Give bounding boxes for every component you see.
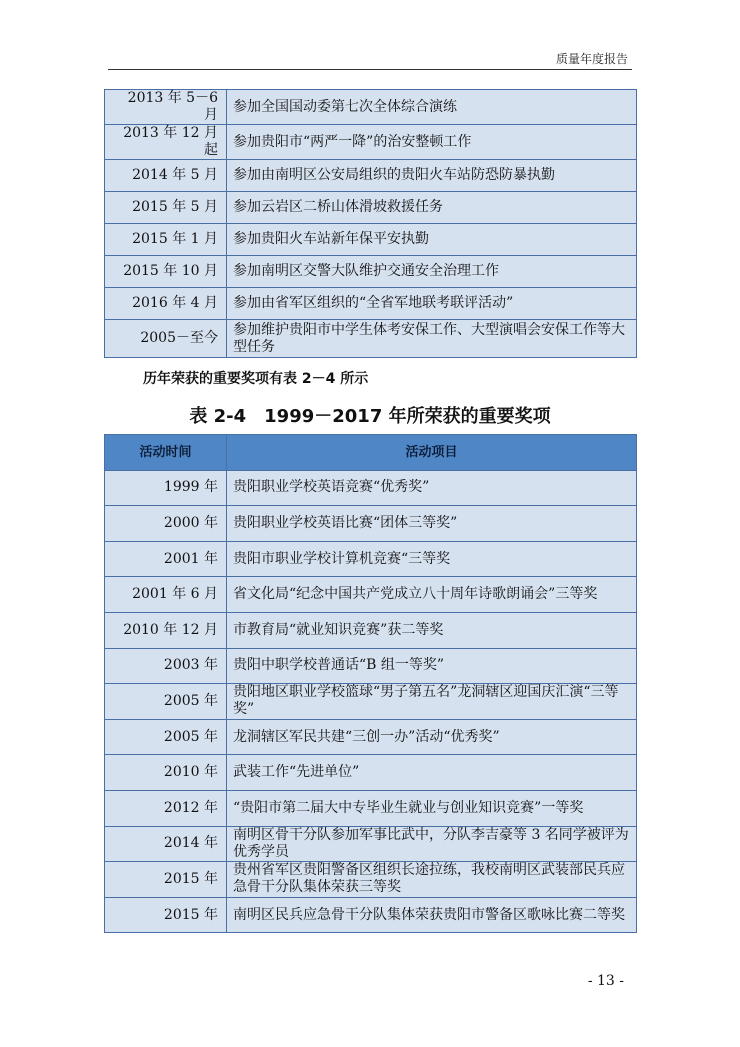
time-cell: 2010 年	[105, 755, 227, 791]
time-cell: 2015 年 1 月	[105, 224, 227, 256]
item-cell: 贵阳职业学校英语竞赛“优秀奖”	[227, 470, 637, 506]
table-row	[105, 755, 637, 791]
item-cell: 市教育局“就业知识竞赛”获二等奖	[227, 612, 637, 648]
column-header-time: 活动时间	[105, 435, 227, 471]
time-cell: 2001 年	[105, 541, 227, 577]
table-row	[105, 612, 637, 648]
column-header-item: 活动项目	[227, 435, 637, 471]
awards-table	[104, 434, 637, 933]
time-cell: 2015 年	[105, 897, 227, 933]
table-row	[105, 160, 637, 192]
item-cell: “贵阳市第二届大中专毕业生就业与创业知识竞赛”一等奖	[227, 790, 637, 826]
table-row	[105, 256, 637, 288]
item-cell: 参加维护贵阳市中学生体考安保工作、大型演唱会安保工作等大型任务	[227, 320, 637, 358]
time-cell: 2013 年 12 月起	[105, 125, 227, 160]
item-cell: 贵阳中职学校普通话“B 组一等奖”	[227, 648, 637, 684]
table-row	[105, 541, 637, 577]
item-cell: 省文化局“纪念中国共产党成立八十周年诗歌朗诵会”三等奖	[227, 577, 637, 613]
time-cell: 2016 年 4 月	[105, 288, 227, 320]
time-cell: 2005－至今	[105, 320, 227, 358]
time-cell: 2010 年 12 月	[105, 612, 227, 648]
table-row	[105, 288, 637, 320]
header-rule	[108, 69, 632, 70]
item-cell: 参加由省军区组织的“全省军地联考联评活动”	[227, 288, 637, 320]
table-caption: 表 2-4 1999－2017 年所荣获的重要奖项	[189, 406, 551, 427]
table-row	[105, 719, 637, 755]
item-cell: 贵阳市职业学校计算机竞赛“三等奖	[227, 541, 637, 577]
table-row	[105, 320, 637, 358]
time-cell: 2015 年 10 月	[105, 256, 227, 288]
time-cell: 2000 年	[105, 506, 227, 542]
item-cell: 参加云岩区二桥山体滑坡救援任务	[227, 192, 637, 224]
table-row	[105, 790, 637, 826]
table-row	[105, 125, 637, 160]
item-cell: 参加由南明区公安局组织的贵阳火车站防恐防暴执勤	[227, 160, 637, 192]
time-cell: 2001 年 6 月	[105, 577, 227, 613]
item-cell: 参加贵阳火车站新年保平安执勤	[227, 224, 637, 256]
time-cell: 2015 年 5 月	[105, 192, 227, 224]
intro-text: 历年荣获的重要奖项有表 2－4 所示	[143, 371, 369, 387]
table-row	[105, 684, 637, 720]
time-cell: 2013 年 5－6 月	[105, 90, 227, 125]
time-cell: 2014 年 5 月	[105, 160, 227, 192]
table-row	[105, 192, 637, 224]
item-cell: 贵州省军区贵阳警备区组织长途拉练，我校南明区武装部民兵应急骨干分队集体荣获三等奖	[227, 862, 637, 898]
time-cell: 2003 年	[105, 648, 227, 684]
item-cell: 参加南明区交警大队维护交通安全治理工作	[227, 256, 637, 288]
item-cell: 贵阳职业学校英语比赛“团体三等奖”	[227, 506, 637, 542]
time-cell: 2005 年	[105, 719, 227, 755]
item-cell: 龙洞辖区军民共建“三创一办”活动“优秀奖”	[227, 719, 637, 755]
item-cell: 参加全国国动委第七次全体综合演练	[227, 90, 637, 125]
table-row	[105, 470, 637, 506]
table-row	[105, 577, 637, 613]
running-header: 质量年度报告	[555, 52, 628, 66]
table-row	[105, 506, 637, 542]
time-cell: 2015 年	[105, 862, 227, 898]
time-cell: 2012 年	[105, 790, 227, 826]
table-row	[105, 897, 637, 933]
page-number: - 13 -	[587, 973, 624, 989]
time-cell: 2005 年	[105, 684, 227, 720]
table-row	[105, 224, 637, 256]
table-header-row	[105, 435, 637, 471]
item-cell: 武装工作“先进单位”	[227, 755, 637, 791]
time-cell: 1999 年	[105, 470, 227, 506]
table-row	[105, 648, 637, 684]
item-cell: 参加贵阳市“两严一降”的治安整顿工作	[227, 125, 637, 160]
activities-table	[104, 89, 637, 358]
item-cell: 南明区骨干分队参加军事比武中，分队李吉豪等 3 名同学被评为优秀学员	[227, 826, 637, 862]
table-row	[105, 862, 637, 898]
table-row	[105, 90, 637, 125]
item-cell: 南明区民兵应急骨干分队集体荣获贵阳市警备区歌咏比赛二等奖	[227, 897, 637, 933]
table-row	[105, 826, 637, 862]
time-cell: 2014 年	[105, 826, 227, 862]
item-cell: 贵阳地区职业学校篮球“男子第五名”龙洞辖区迎国庆汇演“三等奖”	[227, 684, 637, 720]
